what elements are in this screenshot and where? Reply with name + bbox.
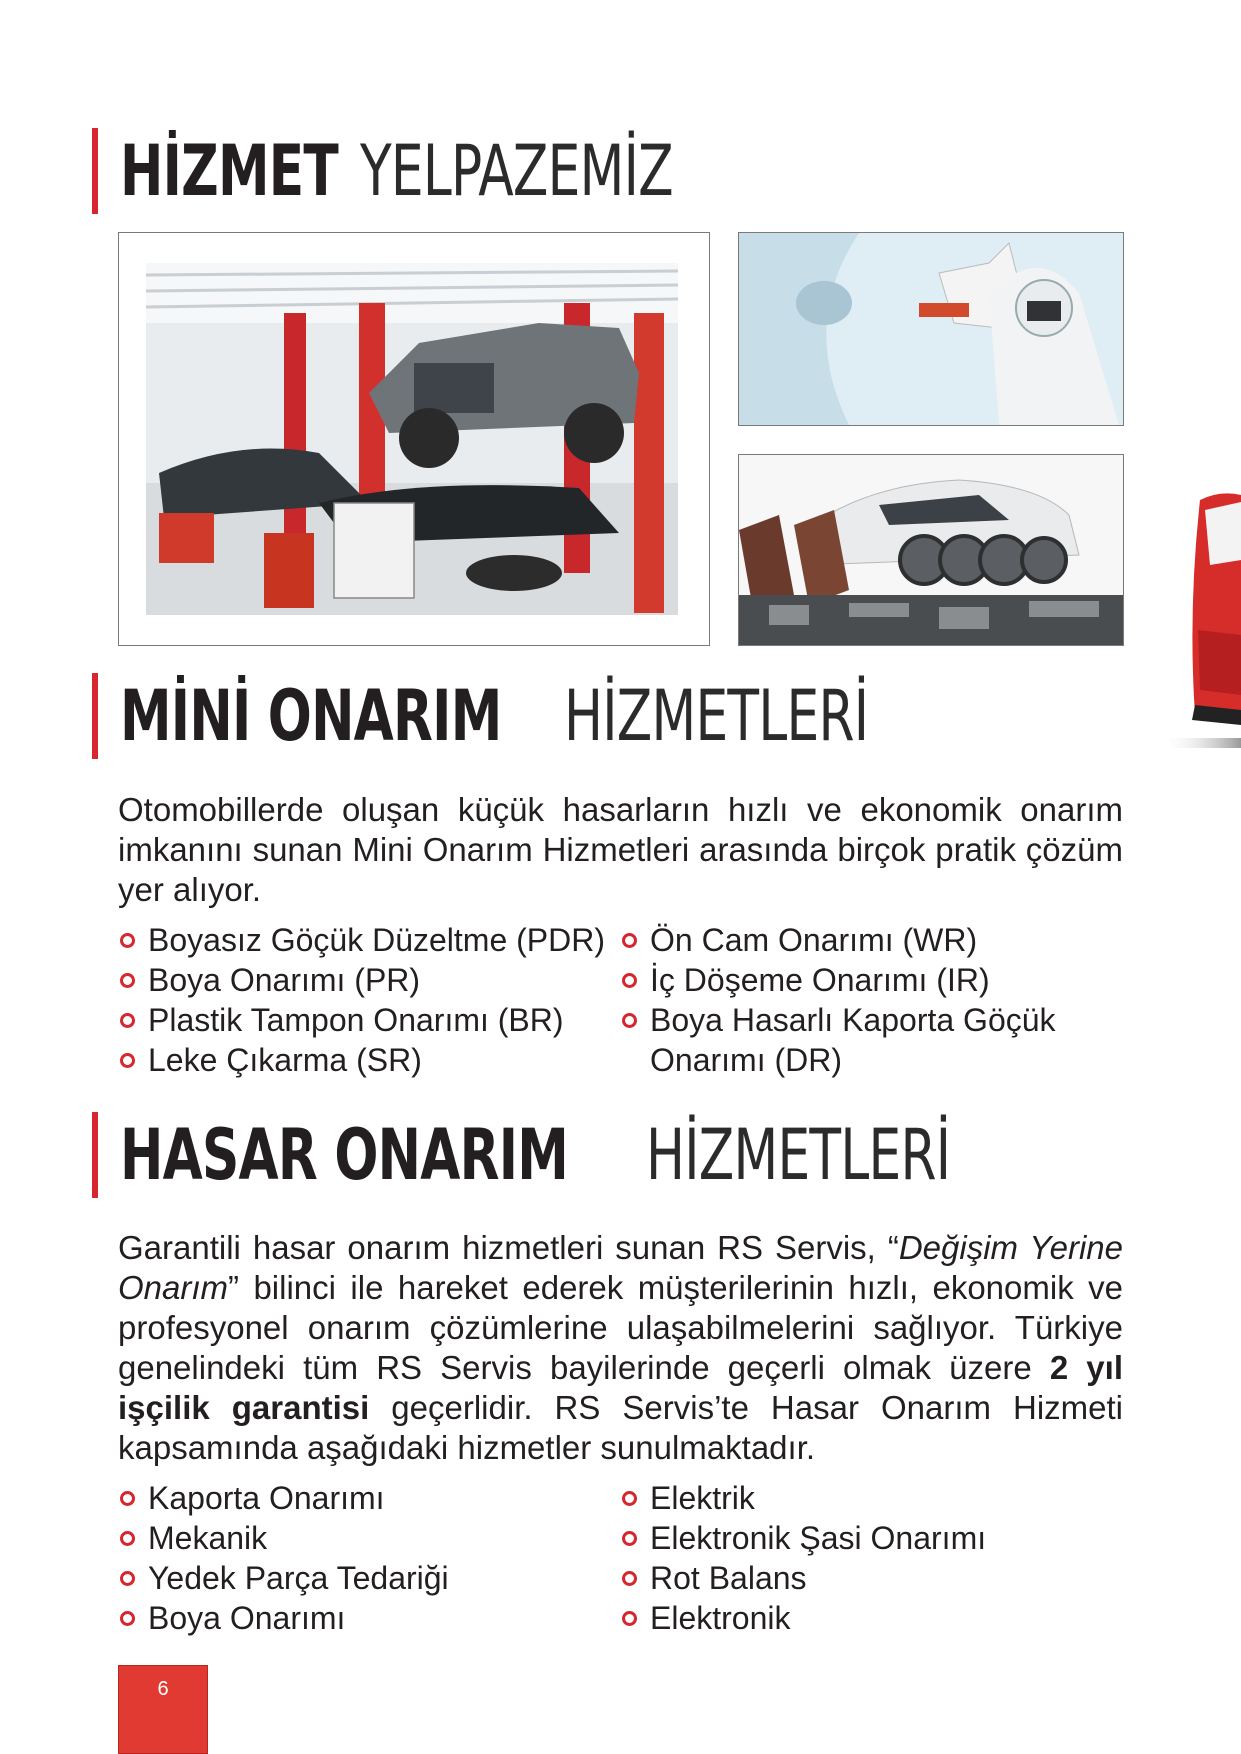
list-item: Boya Onarımı — [118, 1598, 598, 1638]
bullet-icon — [120, 1013, 135, 1028]
painter-illustration — [739, 233, 1123, 425]
heading-bold-text: HASAR ONARIM — [120, 1114, 569, 1196]
heading-light-text: HİZMETLERİ — [645, 1114, 950, 1196]
mini-onarim-list-right — [620, 920, 1090, 1080]
bullet-icon — [120, 933, 135, 948]
car-parts-photo — [738, 454, 1124, 646]
list-item: Yedek Parça Tedariği — [118, 1558, 598, 1598]
hasar-onarim-intro: Garantili hasar onarım hizmetleri sunan RS Servis, “Değişim Yerine Onarım” bilinci ile hareket ederek müşterilerinin hızlı, ekonomik ve profesyonel onarım çözümlerine ulaşabilmelerini sağlıyor. Türkiye genelindeki tüm RS Servis bayilerinde geçerli olmak üzere 2 yıl işçilik garantisi geçerlidir. RS Servis’te Hasar Onarım Hizmeti kapsamında aşağıdaki hizmetler sunulmaktadır. — [118, 1229, 1123, 1466]
bullet-icon — [120, 1531, 135, 1546]
list-item: Mekanik — [118, 1518, 598, 1558]
list-item: Boya Hasarlı Kaporta Göçük Onarımı (DR) — [620, 1000, 1090, 1080]
bullet-icon — [622, 1571, 637, 1586]
painter-photo — [738, 232, 1124, 426]
heading-bold-text: MİNİ ONARIM — [120, 675, 502, 757]
list-item: Boyasız Göçük Düzeltme (PDR) — [118, 920, 618, 960]
heading-accent-bar — [92, 128, 98, 214]
heading-bold-text: HİZMET — [120, 130, 339, 212]
bullet-icon — [120, 1571, 135, 1586]
red-car-decoration — [1170, 490, 1241, 770]
heading-accent-bar — [92, 673, 98, 759]
garage-photo — [118, 232, 710, 646]
bullet-icon — [622, 1531, 637, 1546]
mini-onarim-intro: Otomobillerde oluşan küçük hasarların hızlı ve ekonomik onarım imkanını sunan Mini Onarım Hizmetleri arasında birçok pratik çözüm yer alıyor. — [118, 791, 1123, 908]
page-number: 6 — [157, 1678, 169, 1700]
bullet-icon — [120, 973, 135, 988]
list-item: İç Döşeme Onarımı (IR) — [620, 960, 1090, 1000]
hasar-onarim-list-right — [620, 1478, 1100, 1638]
list-item: Elektronik — [620, 1598, 1100, 1638]
bullet-icon — [622, 1013, 637, 1028]
car-parts-illustration — [739, 455, 1123, 645]
heading-light-text: HİZMETLERİ — [563, 675, 868, 757]
bullet-icon — [622, 1491, 637, 1506]
list-item: Elektrik — [620, 1478, 1100, 1518]
list-item: Kaporta Onarımı — [118, 1478, 598, 1518]
garage-illustration — [119, 233, 709, 645]
bold-emphasis: 2 yıl işçilik garantisi — [118, 1349, 1123, 1426]
heading-hizmet-yelpazemiz — [92, 128, 782, 214]
list-item: Boya Onarımı (PR) — [118, 960, 618, 1000]
red-car-illustration — [1170, 490, 1241, 770]
heading-hasar-onarim — [92, 1112, 1057, 1198]
italic-emphasis: Değişim Yerine Onarım — [118, 1229, 1123, 1306]
bullet-icon — [622, 1611, 637, 1626]
list-item: Plastik Tampon Onarımı (BR) — [118, 1000, 618, 1040]
hasar-onarim-list-left — [118, 1478, 598, 1638]
bullet-icon — [120, 1611, 135, 1626]
list-item: Ön Cam Onarımı (WR) — [620, 920, 1090, 960]
mini-onarim-list-left — [118, 920, 618, 1080]
bullet-icon — [622, 933, 637, 948]
heading-accent-bar — [92, 1112, 98, 1198]
list-item: Leke Çıkarma (SR) — [118, 1040, 618, 1080]
page-number-box — [118, 1665, 208, 1754]
heading-light-text: YELPAZEMİZ — [359, 130, 673, 212]
heading-mini-onarim — [92, 673, 975, 759]
bullet-icon — [120, 1491, 135, 1506]
bullet-icon — [120, 1053, 135, 1068]
list-item: Rot Balans — [620, 1558, 1100, 1598]
list-item: Elektronik Şasi Onarımı — [620, 1518, 1100, 1558]
bullet-icon — [622, 973, 637, 988]
